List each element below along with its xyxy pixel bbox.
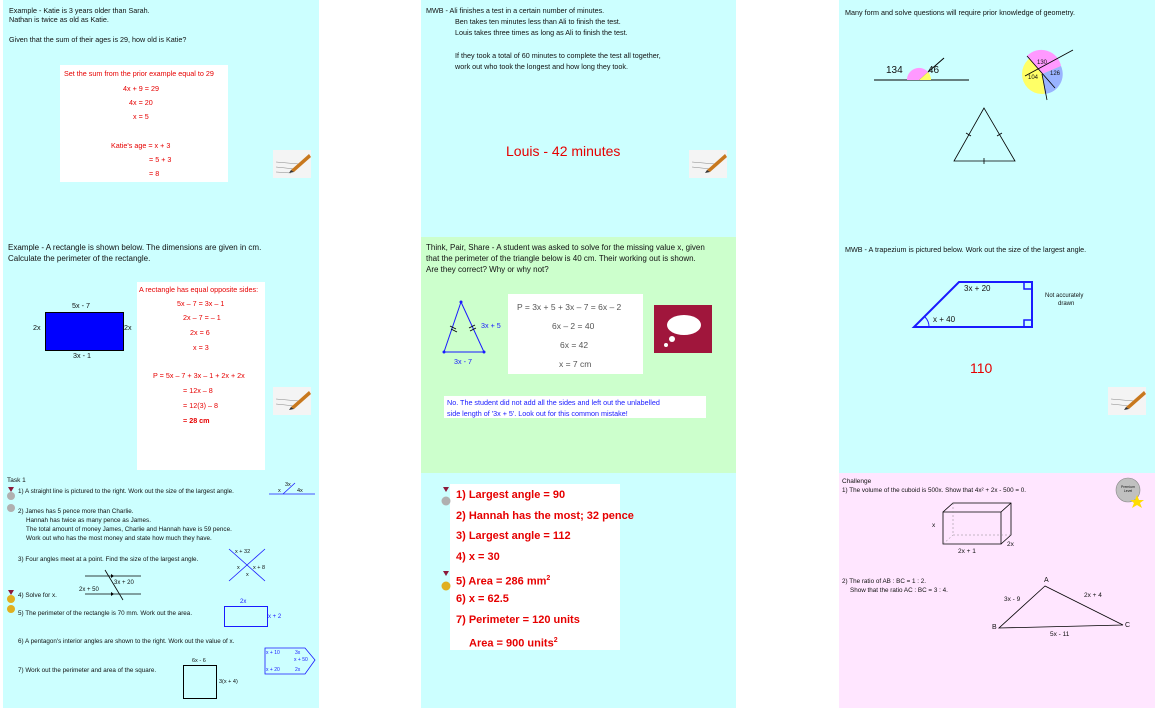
vertex-b: B [992,624,997,631]
silver-medal-icon [6,487,16,501]
cuboid-label-x: x [932,522,936,529]
trapezium-top-label: 3x + 20 [964,284,991,293]
slide-think-pair-share [421,237,736,473]
q6-label-1: x + 10 [266,650,280,656]
answer-step-2: 2x – 7 = – 1 [183,313,221,322]
challenge-q2-line-2: Show that the ratio AC : BC = 3 : 4. [850,587,948,594]
answer-5-sup: 2 [546,575,551,582]
q4-text: 4) Solve for x. [18,592,57,599]
answer-step-1: 4x + 9 = 29 [123,84,159,93]
side-ac-label: 2x + 4 [1084,592,1102,599]
answer-step-6: = 12x – 8 [183,386,213,395]
thought-bubble-icon [654,305,712,353]
angle-46: 46 [928,65,940,76]
trapezium-angle-label: x + 40 [933,315,956,324]
q1-label-x: x [278,488,281,494]
q5-label-top: 2x [240,599,247,605]
vertex-a: A [1044,577,1049,584]
answer-6: 6) x = 62.5 [456,593,509,605]
cuboid-label-length: 2x + 1 [958,548,976,555]
answer-8-sup: 2 [553,637,558,644]
slide-challenge [839,473,1155,708]
slide-trapezium [839,237,1155,473]
q5-rectangle [224,606,268,627]
vertex-c: C [1125,622,1131,629]
angle-134: 134 [886,65,903,76]
pencil-icon [689,150,727,178]
q1-label-3x: 3x [285,482,291,488]
side-ab-label: 3x - 9 [1004,596,1021,603]
intro-text: Many form and solve questions will require prior knowledge of geometry. [845,8,1075,17]
angle-104: 104 [1028,75,1039,81]
triangle-side-label-1: 3x + 5 [481,321,501,330]
q6-label-2: 3x [295,650,301,656]
answer-8-text: Area = 900 units [469,637,554,650]
question-line-3: Given that the sum of their ages is 29, how old is Katie? [9,35,187,44]
q2-line-4: Work out who has the most money and state how much they have. [26,535,212,542]
question-line-2: Calculate the perimeter of the rectangle. [8,254,151,263]
q1-text: 1) A straight line is pictured to the right. Work out the size of the largest angle. [18,488,234,495]
answer-2: 2) Hannah has the most; 32 pence [456,510,634,522]
answer-step-1: 5x – 7 = 3x – 1 [177,299,225,308]
answer-line-1: No. The student did not add all the sides and left out the unlabelled [447,398,660,407]
not-accurate-note-2: drawn [1058,301,1075,307]
challenge-q2-line-1: 2) The ratio of AB : BC = 1 : 2. [842,578,927,585]
triangle-abc-diagram [999,583,1125,631]
pencil-icon [273,150,311,178]
answer-line-2: side length of '3x + 5'. Look out for this common mistake! [447,409,628,418]
answer-louis: Louis - 42 minutes [506,143,621,159]
q7-label-top: 6x - 6 [192,658,206,664]
challenge-title: Challenge [842,478,872,485]
q3-text: 3) Four angles meet at a point. Find the size of the largest angle. [18,556,199,563]
q2-line-1: 2) James has 5 pence more than Charlie. [18,508,134,515]
answer-step-6: = 8 [149,169,160,178]
question-line-1: Example - Katie is 3 years older than Sarah. [9,6,150,15]
q5-label-side: x + 2 [268,614,282,620]
q2-line-3: The total amount of money James, Charlie and Hannah have is 59 pence. [26,526,232,533]
answer-3: 3) Largest angle = 112 [456,530,571,542]
slide-katie-age [3,0,319,237]
question-line-1: Think, Pair, Share - A student was asked to solve for the missing value x, given [426,243,705,252]
premium-level-badge [1115,477,1143,509]
question-text: MWB - A trapezium is pictured below. Work out the size of the largest angle. [845,245,1087,254]
q3-label-1: x + 32 [235,549,251,555]
slide-rectangle-perimeter [3,237,319,473]
triangle-side-label-2: 3x - 7 [454,357,472,366]
slide-task-1 [3,473,319,708]
gold-medal-icon [6,590,16,614]
answer-1: 1) Largest angle = 90 [456,489,566,501]
question-line-1: MWB - Ali finishes a test in a certain number of minutes. [426,6,605,15]
working-line-3: 6x = 42 [560,340,589,350]
pencil-icon [273,387,311,415]
rect-right-label: 2x [124,323,132,332]
not-accurate-note-1: Not accurately [1045,293,1084,299]
answer-step-5: P = 5x – 7 + 3x – 1 + 2x + 2x [153,371,245,380]
gold-medal-icon [441,571,451,593]
q7-square [183,665,217,699]
question-line-2: that the perimeter of the triangle below is 40 cm. Their working out is shown. [426,254,696,263]
answer-step-8: = 28 cm [183,416,210,425]
working-line-1: P = 3x + 5 + 3x – 7 = 6x – 2 [517,302,622,312]
q5-text: 5) The perimeter of the rectangle is 70 mm. Work out the area. [18,610,193,617]
answer-4: 4) x = 30 [456,551,500,563]
question-line-5: work out who took the longest and how long they took. [455,62,629,71]
answer-110: 110 [970,360,993,376]
q6-text: 6) A pentagon's interior angles are shown to the right. Work out the value of x. [18,638,235,645]
cuboid-label-depth: 2x [1007,541,1014,548]
answer-title: A rectangle has equal opposite sides: [139,285,259,294]
q6-label-5: 2x [295,667,301,673]
answer-8 [469,634,558,651]
silver-medal-icon [6,503,16,513]
question-line-2: Nathan is twice as old as Katie. [9,15,109,24]
question-line-3: Are they correct? Why or why not? [426,265,549,274]
answer-box [60,65,228,182]
q6-label-4: x + 20 [266,667,280,673]
side-bc-label: 5x - 11 [1050,631,1070,638]
working-line-2: 6x – 2 = 40 [552,321,595,331]
answer-step-3: 2x = 6 [190,328,210,337]
task-title: Task 1 [7,477,26,484]
slide-test-times [421,0,736,237]
answer-step-3: x = 5 [133,112,149,121]
question-line-4: If they took a total of 60 minutes to complete the test all together, [455,51,661,60]
question-line-1: Example - A rectangle is shown below. The dimensions are given in cm. [8,243,262,252]
q3-label-4: x [246,572,249,578]
challenge-q1: 1) The volume of the cuboid is 500x. Show that 4x² + 2x - 500 = 0. [842,487,1026,494]
rect-top-label: 5x - 7 [72,301,90,310]
answer-step-5: = 5 + 3 [149,155,172,164]
answer-step-4: Katie's age = x + 3 [111,141,171,150]
answer-step-2: 4x = 20 [129,98,153,107]
answer-5 [456,572,550,589]
rect-left-label: 2x [33,323,41,332]
q4-label-1: 3x + 20 [114,580,134,586]
q1-label-4x: 4x [297,488,303,494]
answer-7: 7) Perimeter = 120 units [456,614,580,626]
angle-126: 126 [1050,71,1061,77]
working-line-4: x = 7 cm [559,359,592,369]
q4-label-2: 2x + 50 [79,587,99,593]
answer-step-4: x = 3 [193,343,209,352]
silver-medal-icon [441,487,451,507]
q2-line-2: Hannah has twice as many pence as James. [26,517,151,524]
q6-label-3: x + 50 [294,657,308,663]
q7-label-side: 3(x + 4) [219,679,238,685]
answer-5-text: 5) Area = 286 mm [456,575,547,588]
angles-at-point-diagram [1007,44,1077,104]
answer-step-7: = 12(3) – 8 [183,401,218,410]
q1-straight-line-diagram [269,482,317,496]
equilateral-triangle-diagram [949,103,1019,165]
question-line-3: Louis takes three times as long as Ali to finish the test. [455,28,628,37]
pencil-icon [1108,387,1146,415]
answer-title: Set the sum from the prior example equal to 29 [64,69,214,78]
question-line-2: Ben takes ten minutes less than Ali to finish the test. [455,17,621,26]
rect-bottom-label: 3x - 1 [73,351,91,360]
q7-text: 7) Work out the perimeter and area of the square. [18,667,157,674]
blue-rectangle [45,312,124,351]
premium-level-label: Premium Level [1120,485,1135,493]
q3-label-3: x + 8 [253,565,266,571]
slide-geometry-knowledge [839,0,1155,237]
slide-task-1-answers [421,473,736,708]
q3-label-2: x [237,565,240,571]
angle-130: 130 [1037,60,1048,66]
